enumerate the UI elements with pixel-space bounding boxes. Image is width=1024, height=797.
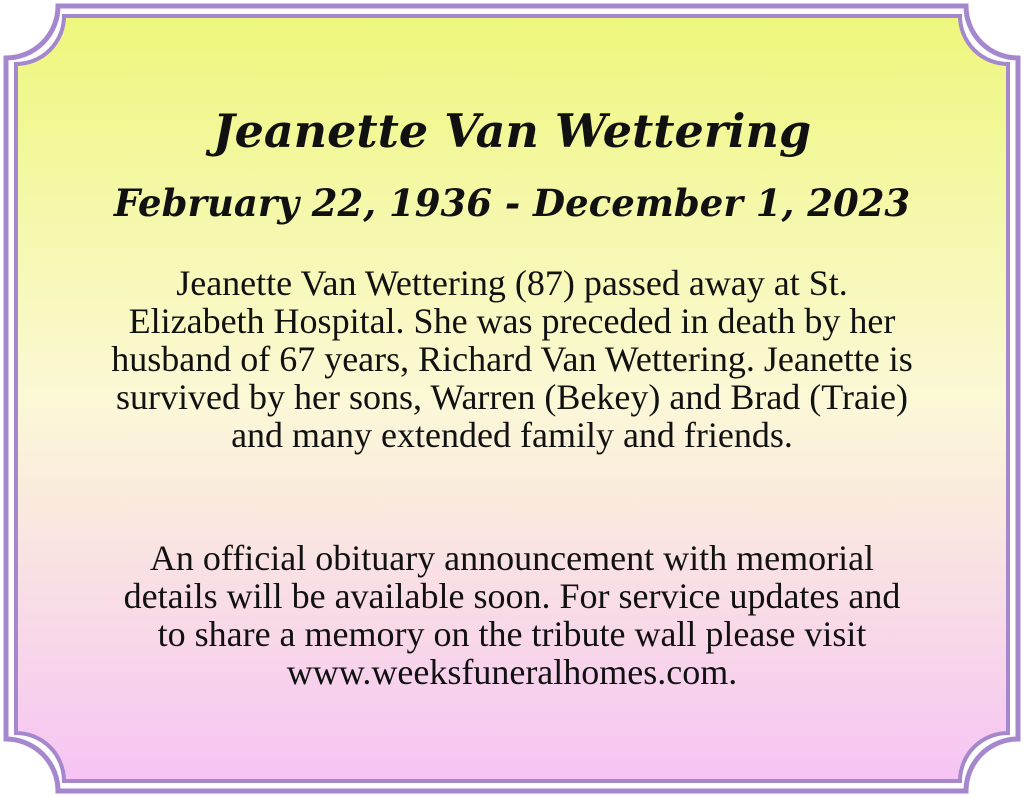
paragraph-line: survived by her sons, Warren (Bekey) and Brad (Traie) [116, 377, 908, 417]
paragraph-line: Elizabeth Hospital. She was preceded in death by her [128, 301, 896, 341]
service-info-paragraph [40, 539, 984, 691]
paragraph-line: An official obituary announcement with memorial [149, 538, 875, 578]
paragraph-line: details will be available soon. For service updates and [123, 576, 901, 616]
announcement-paragraph [40, 264, 984, 454]
paragraph-line: to share a memory on the tribute wall please visit [157, 614, 867, 654]
paragraph-line: and many extended family and friends. [231, 415, 793, 455]
deceased-name: Jeanette Van Wettering [212, 104, 812, 158]
paragraph-line: husband of 67 years, Richard Van Wettering. Jeanette is [111, 339, 913, 379]
life-dates: February 22, 1936 - December 1, 2023 [113, 181, 911, 225]
paragraph-line: Jeanette Van Wettering (87) passed away at St. [176, 263, 848, 303]
website-url: www.weeksfuneralhomes.com. [286, 652, 738, 692]
